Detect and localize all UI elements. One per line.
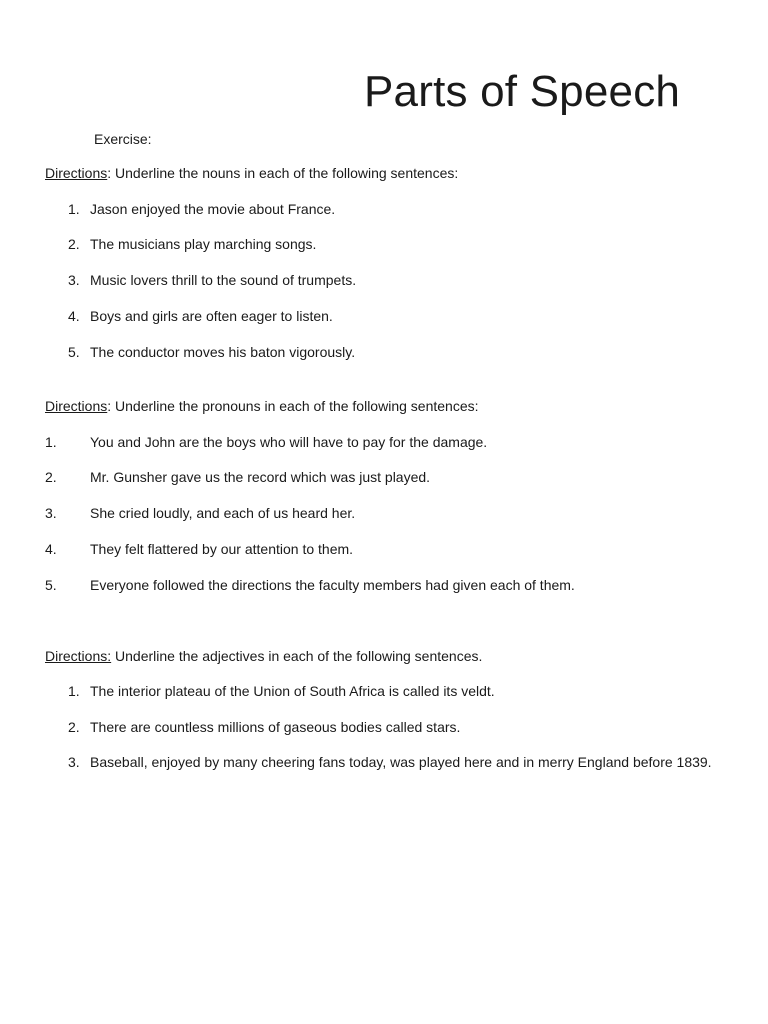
item-number: 2. <box>68 719 80 735</box>
directions-label: Directions: <box>45 648 112 664</box>
directions-instruction: Underline the nouns in each of the following sentences: <box>111 165 459 181</box>
directions-label-suffix: : <box>107 165 112 181</box>
item-number: 3. <box>68 754 80 770</box>
item-text: The musicians play marching songs. <box>90 236 317 252</box>
item-number: 1. <box>68 201 80 217</box>
item-text: The conductor moves his baton vigorously. <box>90 344 356 360</box>
item-number: 5. <box>68 344 80 360</box>
item-text: They felt flattered by our attention to them. <box>90 541 354 557</box>
item-number: 1. <box>68 683 80 699</box>
item-number: 1. <box>45 434 57 450</box>
item-text: The interior plateau of the Union of South Africa is called its veldt. <box>90 683 495 699</box>
item-number: 2. <box>68 236 80 252</box>
item-number: 3. <box>68 272 80 288</box>
item-number: 3. <box>45 505 57 521</box>
directions-instruction: Underline the pronouns in each of the following sentences: <box>111 398 479 414</box>
item-text: Mr. Gunsher gave us the record which was just played. <box>90 469 431 485</box>
item-text: There are countless millions of gaseous bodies called stars. <box>90 719 461 735</box>
directions-label: Directions <box>45 165 108 181</box>
item-text: She cried loudly, and each of us heard her. <box>90 505 356 521</box>
item-text: Baseball, enjoyed by many cheering fans today, was played here and in merry England before 1839. <box>90 754 712 770</box>
item-text: You and John are the boys who will have to pay for the damage. <box>90 434 488 450</box>
directions-adjectives <box>45 647 482 665</box>
directions-pronouns <box>45 397 479 415</box>
directions-nouns <box>45 164 458 182</box>
item-number: 4. <box>45 541 57 557</box>
exercise-label: Exercise: <box>94 131 152 147</box>
directions-label-suffix: : <box>107 398 112 414</box>
item-number: 4. <box>68 308 80 324</box>
item-number: 2. <box>45 469 57 485</box>
directions-instruction: Underline the adjectives in each of the following sentences. <box>111 648 483 664</box>
item-number: 5. <box>45 577 57 593</box>
item-text: Boys and girls are often eager to listen. <box>90 308 333 324</box>
item-text: Everyone followed the directions the faculty members had given each of them. <box>90 577 575 593</box>
item-text: Jason enjoyed the movie about France. <box>90 201 336 217</box>
page-title: Parts of Speech <box>364 67 681 116</box>
directions-label: Directions <box>45 398 108 414</box>
item-text: Music lovers thrill to the sound of trumpets. <box>90 272 357 288</box>
